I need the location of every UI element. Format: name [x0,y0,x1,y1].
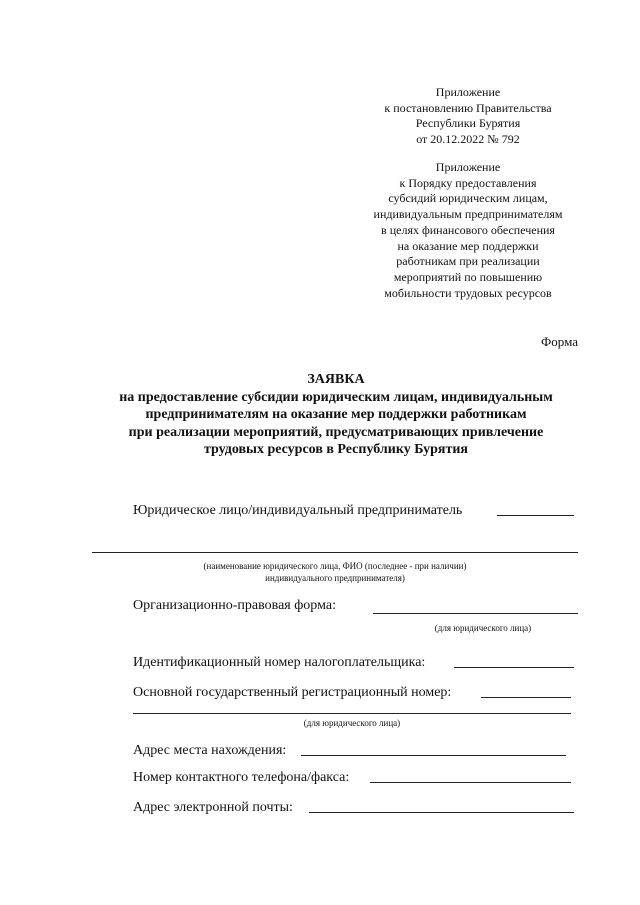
approval-line: работникам при реализации [396,254,540,269]
legal-form-field[interactable] [373,613,578,614]
approval-line: мероприятий по повышению [393,269,543,284]
email-label: Адрес электронной почты: [133,800,293,815]
ogrn-caption: (для юридического лица) [303,718,401,728]
approval-line: на оказание мер поддержки [397,238,539,253]
title-line: трудовых ресурсов в Республику Бурятия [203,442,469,458]
approval-line: к постановлению Правительства [384,100,552,115]
approval-line: мобильности трудовых ресурсов [384,285,552,300]
approval-line: Республики Бурятия [415,116,521,131]
entity-name-field[interactable] [92,552,578,553]
title-line: на предоставление субсидии юридическим лицам, индивидуальным [119,389,553,405]
ogrn-field[interactable] [481,697,571,698]
address-field[interactable] [301,755,566,756]
approval-line: Приложение [435,85,501,99]
approval-line: в целях финансового обеспечения [381,222,555,237]
inn-field[interactable] [454,667,574,668]
email-field[interactable] [309,812,574,813]
ogrn-field-continued[interactable] [133,713,571,714]
inn-label: Идентификационный номер налогоплательщика: [133,655,426,670]
document-title [60,371,612,459]
title-line: при реализации мероприятий, предусматривающих привлечение [128,424,544,440]
approval-line: от 20.12.2022 № 792 [416,132,520,147]
form-label: Форма [541,334,578,349]
approval-block-2 [364,160,572,301]
entity-field[interactable] [497,515,574,516]
approval-line: субсидий юридическим лицам, [388,191,548,206]
approval-line: индивидуальным предпринимателям [373,207,563,222]
approval-line: Приложение [435,160,501,174]
entity-caption: (наименование юридического лица, ФИО (последнее - при наличии) индивидуального предпринимателя) [203,561,467,583]
ogrn-label: Основной государственный регистрационный номер: [133,685,452,700]
title-heading: ЗАЯВКА [307,372,365,387]
approval-block-1 [368,85,568,148]
legal-form-caption: (для юридического лица) [434,623,532,633]
phone-label: Номер контактного телефона/факса: [133,770,350,785]
title-line: предпринимателям на оказание мер поддержки работникам [145,407,527,423]
address-label: Адрес места нахождения: [133,743,287,758]
phone-field[interactable] [370,782,571,783]
entity-label: Юридическое лицо/индивидуальный предприниматель [133,503,463,518]
legal-form-label: Организационно-правовая форма: [133,598,336,613]
approval-line: к Порядку предоставления [399,175,537,190]
